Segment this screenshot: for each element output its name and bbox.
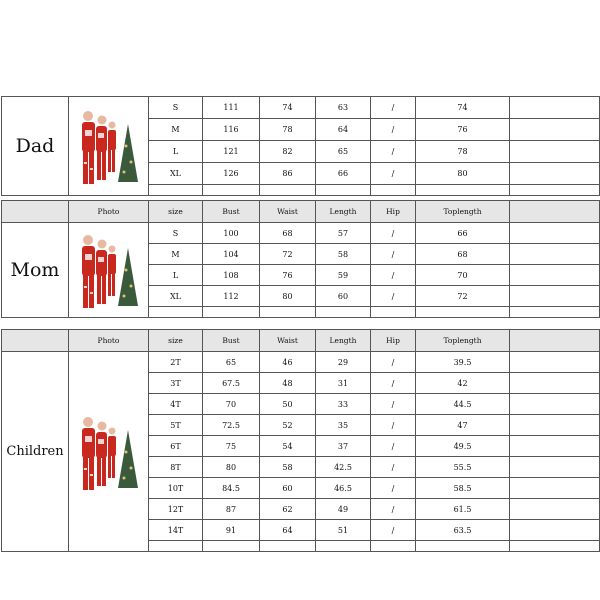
column-header: size [149, 330, 203, 352]
column-header: Bust [203, 330, 260, 352]
spacer-cell [510, 457, 600, 478]
blank-cell [203, 307, 260, 318]
cell-waist: 54 [260, 436, 316, 457]
cell-length: 58 [316, 244, 371, 265]
cell-size: 10T [149, 478, 203, 499]
cell-hip: / [371, 520, 416, 541]
column-header: Length [316, 201, 371, 223]
cell-hip: / [371, 457, 416, 478]
cell-length: 57 [316, 223, 371, 244]
column-header: Waist [260, 201, 316, 223]
cell-size: 8T [149, 457, 203, 478]
cell-waist: 76 [260, 265, 316, 286]
spacer-cell [510, 141, 600, 163]
cell-top: 44.5 [416, 394, 510, 415]
cell-hip: / [371, 352, 416, 373]
column-header: Length [316, 330, 371, 352]
cell-top: 47 [416, 415, 510, 436]
cell-length: 46.5 [316, 478, 371, 499]
spacer-cell [510, 436, 600, 457]
column-header: Photo [69, 201, 149, 223]
cell-hip: / [371, 163, 416, 185]
spacer-cell [510, 478, 600, 499]
cell-length: 33 [316, 394, 371, 415]
cell-size: 5T [149, 415, 203, 436]
blank-cell [149, 307, 203, 318]
cell-hip: / [371, 244, 416, 265]
cell-waist: 80 [260, 286, 316, 307]
blank-cell [149, 541, 203, 552]
spacer-cell [510, 373, 600, 394]
cell-hip: / [371, 286, 416, 307]
column-header: Waist [260, 330, 316, 352]
cell-waist: 46 [260, 352, 316, 373]
header-row [2, 201, 600, 223]
cell-length: 42.5 [316, 457, 371, 478]
spacer-cell [510, 97, 600, 119]
column-header: Toplength [416, 201, 510, 223]
cell-hip: / [371, 119, 416, 141]
cell-bust: 65 [203, 352, 260, 373]
cell-bust: 80 [203, 457, 260, 478]
cell-bust: 75 [203, 436, 260, 457]
blank-cell [260, 185, 316, 196]
cell-waist: 62 [260, 499, 316, 520]
cell-size: 4T [149, 394, 203, 415]
cell-bust: 91 [203, 520, 260, 541]
spacer-cell [510, 499, 600, 520]
column-header: Bust [203, 201, 260, 223]
cell-bust: 87 [203, 499, 260, 520]
children-label: Children [2, 352, 69, 552]
cell-waist: 64 [260, 520, 316, 541]
blank-cell [316, 541, 371, 552]
blank-cell [149, 185, 203, 196]
spacer-cell [510, 520, 600, 541]
cell-hip: / [371, 223, 416, 244]
cell-waist: 52 [260, 415, 316, 436]
table-row [2, 223, 600, 244]
spacer-cell [510, 286, 600, 307]
cell-top: 58.5 [416, 478, 510, 499]
cell-bust: 121 [203, 141, 260, 163]
cell-length: 63 [316, 97, 371, 119]
cell-top: 72 [416, 286, 510, 307]
blank-cell [416, 185, 510, 196]
cell-top: 63.5 [416, 520, 510, 541]
cell-size: S [149, 223, 203, 244]
table-row [2, 97, 600, 119]
cell-length: 51 [316, 520, 371, 541]
cell-top: 70 [416, 265, 510, 286]
cell-top: 68 [416, 244, 510, 265]
cell-hip: / [371, 373, 416, 394]
cell-top: 39.5 [416, 352, 510, 373]
column-header: Toplength [416, 330, 510, 352]
cell-length: 49 [316, 499, 371, 520]
cell-size: L [149, 265, 203, 286]
cell-bust: 112 [203, 286, 260, 307]
blank-cell [371, 541, 416, 552]
column-header: Photo [69, 330, 149, 352]
header-blank [2, 201, 69, 223]
family-pajama-photo [76, 230, 142, 310]
blank-cell [416, 541, 510, 552]
spacer-cell [510, 163, 600, 185]
blank-cell [260, 307, 316, 318]
blank-cell [260, 541, 316, 552]
cell-hip: / [371, 141, 416, 163]
photo-cell [69, 223, 149, 318]
children-table [1, 329, 600, 552]
cell-bust: 100 [203, 223, 260, 244]
cell-waist: 78 [260, 119, 316, 141]
blank-cell [510, 307, 600, 318]
cell-size: M [149, 119, 203, 141]
cell-hip: / [371, 265, 416, 286]
cell-length: 29 [316, 352, 371, 373]
cell-size: 12T [149, 499, 203, 520]
cell-waist: 72 [260, 244, 316, 265]
blank-cell [416, 307, 510, 318]
cell-waist: 50 [260, 394, 316, 415]
cell-length: 65 [316, 141, 371, 163]
cell-bust: 72.5 [203, 415, 260, 436]
blank-cell [316, 185, 371, 196]
photo-cell [69, 352, 149, 552]
spacer-cell [510, 415, 600, 436]
spacer-cell [510, 352, 600, 373]
cell-bust: 111 [203, 97, 260, 119]
cell-waist: 48 [260, 373, 316, 394]
blank-cell [510, 541, 600, 552]
blank-cell [510, 185, 600, 196]
dad-label: Dad [2, 97, 69, 196]
cell-length: 37 [316, 436, 371, 457]
cell-waist: 58 [260, 457, 316, 478]
spacer-cell [510, 244, 600, 265]
cell-size: L [149, 141, 203, 163]
cell-waist: 60 [260, 478, 316, 499]
family-pajama-photo [76, 106, 142, 186]
header-spacer [510, 330, 600, 352]
cell-bust: 104 [203, 244, 260, 265]
cell-bust: 67.5 [203, 373, 260, 394]
cell-top: 42 [416, 373, 510, 394]
cell-size: XL [149, 286, 203, 307]
cell-top: 74 [416, 97, 510, 119]
mom-label: Mom [2, 223, 69, 318]
blank-cell [203, 541, 260, 552]
cell-length: 35 [316, 415, 371, 436]
blank-cell [203, 185, 260, 196]
cell-top: 78 [416, 141, 510, 163]
cell-top: 80 [416, 163, 510, 185]
column-header: Hip [371, 201, 416, 223]
cell-hip: / [371, 499, 416, 520]
blank-cell [371, 307, 416, 318]
spacer-cell [510, 223, 600, 244]
cell-bust: 126 [203, 163, 260, 185]
header-blank [2, 330, 69, 352]
cell-waist: 74 [260, 97, 316, 119]
cell-hip: / [371, 436, 416, 457]
cell-length: 60 [316, 286, 371, 307]
cell-size: 6T [149, 436, 203, 457]
cell-bust: 116 [203, 119, 260, 141]
cell-size: 3T [149, 373, 203, 394]
cell-bust: 70 [203, 394, 260, 415]
cell-waist: 82 [260, 141, 316, 163]
dad-table [1, 96, 600, 196]
cell-waist: 86 [260, 163, 316, 185]
family-pajama-photo [76, 412, 142, 492]
cell-top: 55.5 [416, 457, 510, 478]
cell-top: 49.5 [416, 436, 510, 457]
cell-size: 2T [149, 352, 203, 373]
cell-bust: 108 [203, 265, 260, 286]
header-spacer [510, 201, 600, 223]
table-row [2, 352, 600, 373]
cell-length: 64 [316, 119, 371, 141]
spacer-cell [510, 119, 600, 141]
cell-length: 66 [316, 163, 371, 185]
cell-waist: 68 [260, 223, 316, 244]
cell-hip: / [371, 415, 416, 436]
cell-hip: / [371, 394, 416, 415]
column-header: size [149, 201, 203, 223]
cell-hip: / [371, 97, 416, 119]
column-header: Hip [371, 330, 416, 352]
cell-size: S [149, 97, 203, 119]
photo-cell [69, 97, 149, 196]
cell-size: 14T [149, 520, 203, 541]
mom-table [1, 200, 600, 318]
cell-length: 59 [316, 265, 371, 286]
header-row [2, 330, 600, 352]
cell-size: M [149, 244, 203, 265]
cell-hip: / [371, 478, 416, 499]
cell-length: 31 [316, 373, 371, 394]
cell-top: 61.5 [416, 499, 510, 520]
cell-top: 76 [416, 119, 510, 141]
cell-top: 66 [416, 223, 510, 244]
cell-bust: 84.5 [203, 478, 260, 499]
blank-cell [316, 307, 371, 318]
blank-cell [371, 185, 416, 196]
cell-size: XL [149, 163, 203, 185]
spacer-cell [510, 265, 600, 286]
spacer-cell [510, 394, 600, 415]
